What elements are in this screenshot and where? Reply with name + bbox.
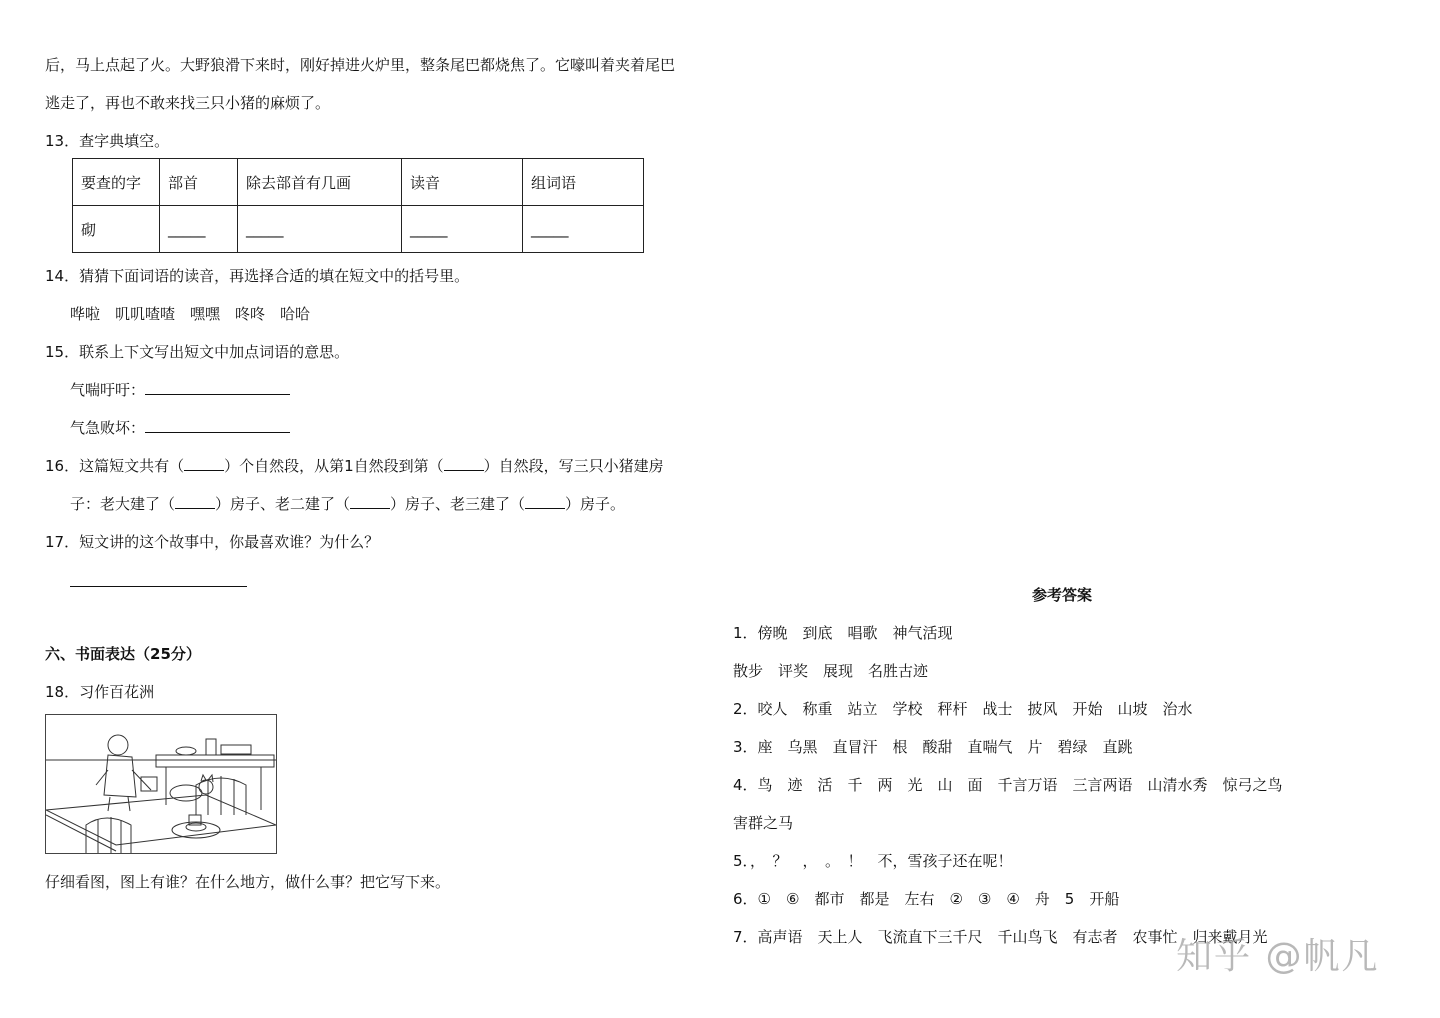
- text-part: ）房子、老三建了（: [390, 495, 526, 513]
- answer-blank[interactable]: [145, 418, 290, 433]
- text-part: ）房子。: [565, 495, 626, 513]
- answer-blank[interactable]: [444, 456, 484, 471]
- question-15-item-b: [70, 418, 290, 438]
- answer-blank[interactable]: [145, 380, 290, 395]
- question-17: 17．短文讲的这个故事中，你最喜欢谁？为什么？: [45, 533, 380, 551]
- text-part: 子：老大建了（: [70, 495, 176, 513]
- answer-key-title: 参考答案: [1032, 586, 1093, 604]
- item-label: 气喘吁吁：: [70, 381, 146, 399]
- table-header-cell: 除去部首有几画: [238, 159, 402, 206]
- answer-1: 1．傍晚 到底 唱歌 神气活现: [733, 624, 953, 642]
- answer-6: 6．① ⑥ 都市 都是 左右 ② ③ ④ 舟 5 开船: [733, 890, 1120, 908]
- answer-7: 7．高声语 天上人 飞流直下三千尺 千山鸟飞 有志者 农事忙 归来戴月光: [733, 928, 1268, 946]
- girl-at-table-illustration: [46, 715, 276, 853]
- table-header-cell: 要查的字: [73, 159, 160, 206]
- passage-line-1: 后，马上点起了火。大野狼滑下来时，刚好掉进火炉里，整条尾巴都烧焦了。它嚎叫着夹着尾巴: [45, 56, 676, 74]
- answer-1-cont: 散步 评奖 展现 名胜古迹: [733, 662, 929, 680]
- answer-3: 3．座 乌黑 直冒汗 根 酸甜 直喘气 片 碧绿 直跳: [733, 738, 1133, 756]
- question-16-line-1: [45, 456, 664, 476]
- question-15-item-a: [70, 380, 290, 400]
- item-label: 气急败坏：: [70, 419, 146, 437]
- answer-4: 4．鸟 迹 活 千 两 光 山 面 千言万语 三言两语 山清水秀 惊弓之鸟: [733, 776, 1283, 794]
- answer-blank[interactable]: [184, 456, 224, 471]
- text-part: ）个自然段，从第1自然段到第（: [224, 457, 444, 475]
- table-row: [73, 206, 644, 253]
- question-13: 13．查字典填空。: [45, 132, 170, 150]
- section-heading: 六、书面表达（25分）: [45, 645, 201, 663]
- table-header-cell: 组词语: [523, 159, 644, 206]
- question-15: 15．联系上下文写出短文中加点词语的意思。: [45, 343, 350, 361]
- answer-5: 5．， ？ ， 。 ！ 不，雪孩子还在呢！: [733, 852, 1013, 870]
- table-cell[interactable]: _____: [160, 206, 238, 253]
- question-16-line-2: [70, 494, 625, 514]
- dictionary-table: [72, 158, 644, 253]
- table-cell[interactable]: _____: [238, 206, 402, 253]
- question-18-prompt: 仔细看图，图上有谁？在什么地方，做什么事？把它写下来。: [45, 873, 451, 891]
- text-part: ）房子、老二建了（: [215, 495, 351, 513]
- illustration-image: [45, 714, 277, 854]
- text-part: ）自然段，写三只小猪建房: [483, 457, 664, 475]
- answer-blank[interactable]: [175, 494, 215, 509]
- table-cell[interactable]: _____: [523, 206, 644, 253]
- answer-line[interactable]: [70, 586, 247, 587]
- question-18: 18．习作百花洲: [45, 683, 155, 701]
- question-14-words: 哗啦 叽叽喳喳 嘿嘿 咚咚 哈哈: [70, 305, 311, 323]
- table-header-cell: 读音: [402, 159, 523, 206]
- watermark: 知乎 @帆凡: [1176, 936, 1380, 977]
- answer-4-cont: 害群之马: [733, 814, 794, 832]
- text-part: 16．这篇短文共有（: [45, 457, 185, 475]
- answer-blank[interactable]: [350, 494, 390, 509]
- question-14: 14．猜猜下面词语的读音，再选择合适的填在短文中的括号里。: [45, 267, 470, 285]
- table-cell[interactable]: _____: [402, 206, 523, 253]
- table-header-cell: 部首: [160, 159, 238, 206]
- passage-line-2: 逃走了，再也不敢来找三只小猪的麻烦了。: [45, 94, 331, 112]
- table-cell: 砌: [73, 206, 160, 253]
- table-row: [73, 159, 644, 206]
- answer-2: 2．咬人 称重 站立 学校 秤杆 战士 披风 开始 山坡 治水: [733, 700, 1193, 718]
- answer-blank[interactable]: [525, 494, 565, 509]
